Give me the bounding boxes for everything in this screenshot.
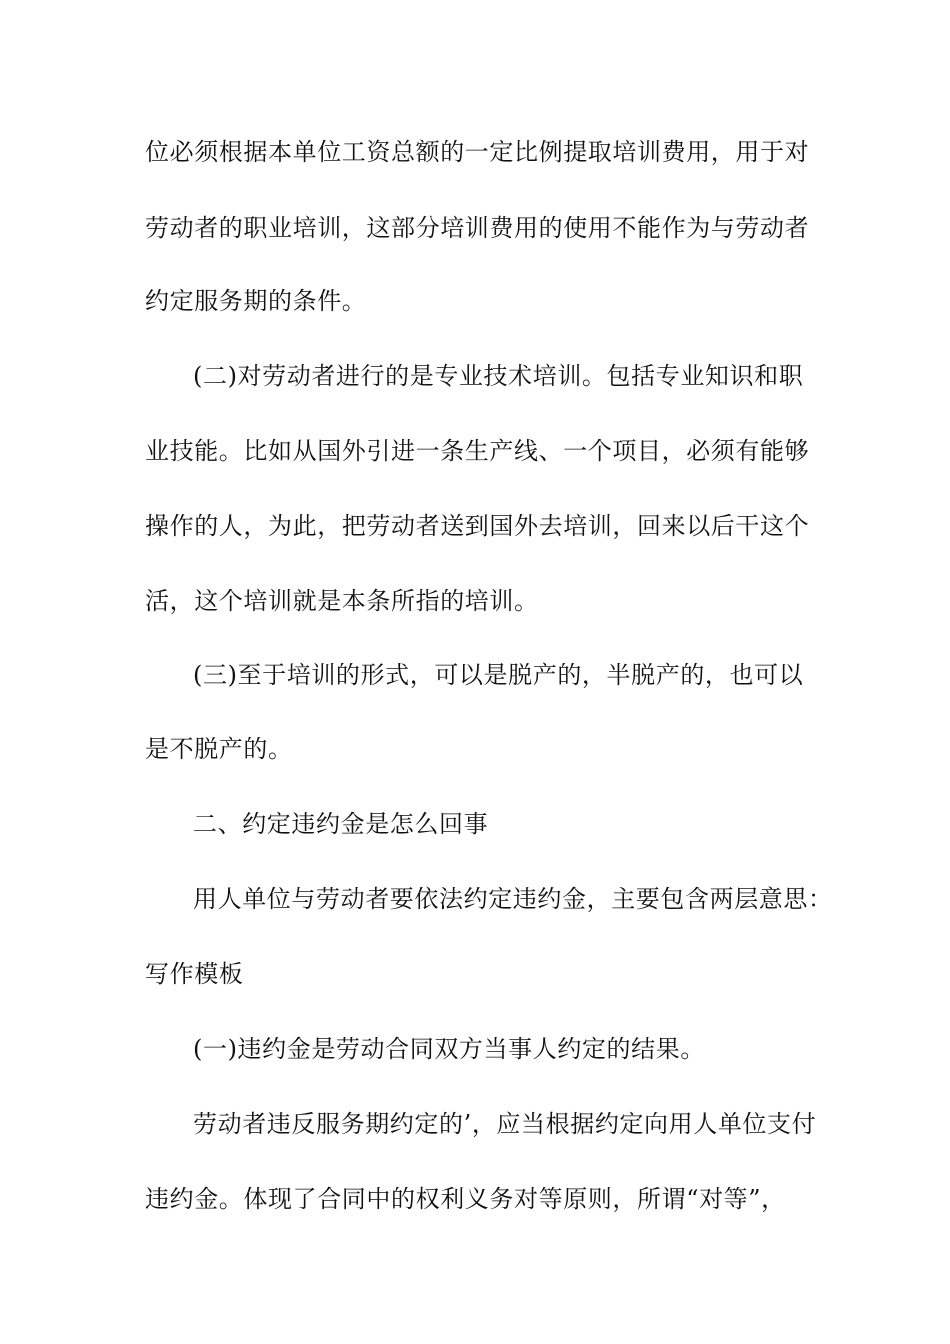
body-text-line: 约定服务期的条件。 <box>145 287 367 315</box>
paragraph-start-line: 用人单位与劳动者要依法约定违约金，主要包含两层意思： <box>193 885 833 913</box>
body-text-line: 写作模板 <box>145 960 244 988</box>
paragraph-start-line: (一)违约金是劳动合同双方当事人约定的结果。 <box>193 1035 705 1063</box>
body-text-line: 操作的人，为此，把劳动者送到国外去培训，回来以后干这个 <box>145 512 810 540</box>
section-heading: 二、约定违约金是怎么回事 <box>193 810 489 838</box>
body-text-line: 活，这个培训就是本条所指的培训。 <box>145 587 539 615</box>
body-text-line: 位必须根据本单位工资总额的一定比例提取培训费用，用于对 <box>145 138 810 166</box>
body-text-line: 劳动者的职业培训，这部分培训费用的使用不能作为与劳动者 <box>145 214 810 242</box>
paragraph-start-line: 劳动者违反服务期约定的’，应当根据约定向用人单位支付 <box>193 1110 817 1138</box>
body-text-line: 业技能。比如从国外引进一条生产线、一个项目，必须有能够 <box>145 437 810 465</box>
body-text-line: 违约金。体现了合同中的权利义务对等原则，所谓“对等”， <box>145 1185 786 1213</box>
body-text-line: 是不脱产的。 <box>145 735 293 763</box>
paragraph-start-line: (二)对劳动者进行的是专业技术培训。包括专业知识和职 <box>193 362 804 390</box>
paragraph-start-line: (三)至于培训的形式，可以是脱产的，半脱产的，也可以 <box>193 661 804 689</box>
